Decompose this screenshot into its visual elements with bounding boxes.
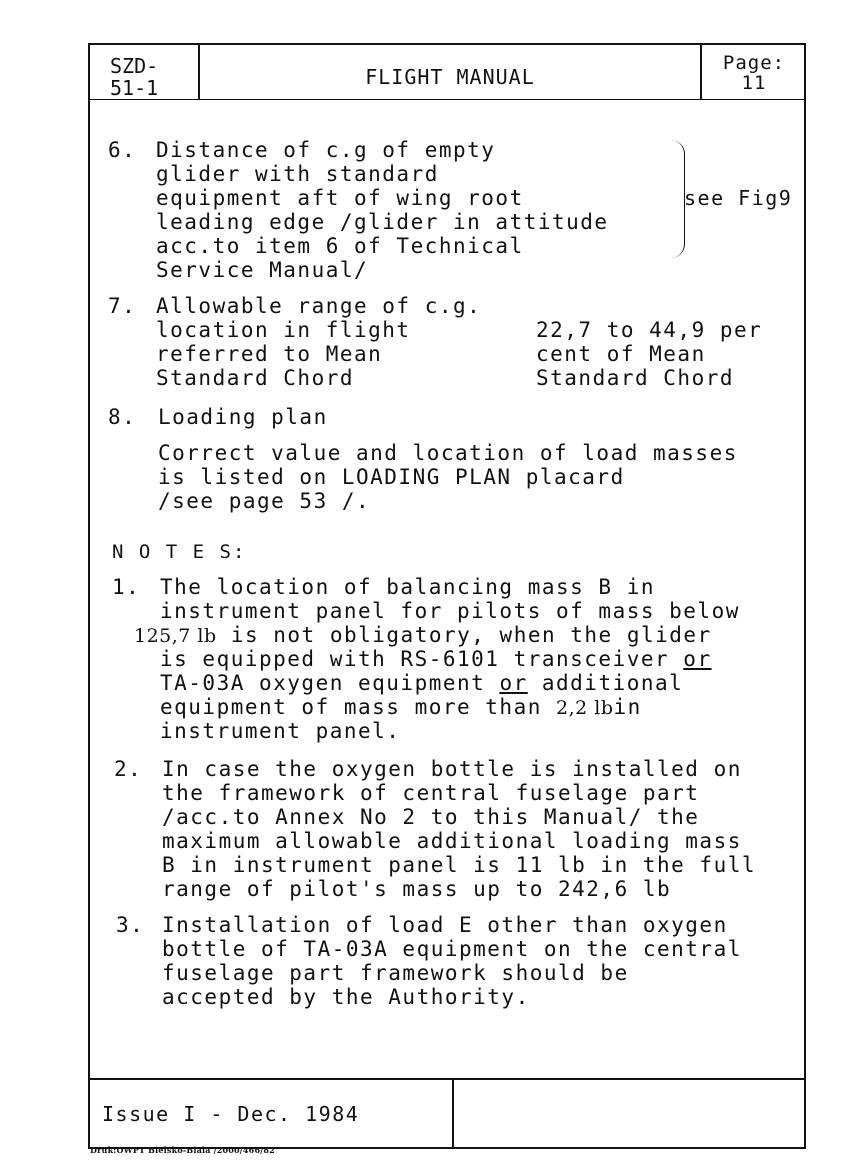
- page-header: [88, 43, 806, 100]
- note1-line4-or: or: [683, 647, 712, 671]
- note1-line3-rest: is not obligatory, when the glider: [230, 623, 712, 647]
- note1-line5: [160, 671, 683, 695]
- note1-line4: [160, 647, 712, 671]
- item7-value: 22,7 to 44,9 per cent of Mean Standard Chord: [536, 318, 763, 390]
- item7-text: Allowable range of c.g. location in flight referred to Mean Standard Chord: [156, 294, 482, 390]
- document-code-line2: 51-1: [110, 76, 159, 100]
- item8-number: 8.: [108, 405, 137, 429]
- note2-number: 2.: [114, 757, 143, 781]
- document-code: [90, 45, 200, 100]
- note1-line5-text: TA-03A oxygen equipment: [160, 671, 500, 695]
- item8-title: Loading plan: [158, 405, 328, 429]
- manual-title: FLIGHT MANUAL: [200, 45, 702, 100]
- note1-line7: instrument panel.: [160, 719, 401, 743]
- page-label: Page:: [722, 52, 786, 74]
- note1-line5-rest: additional: [527, 671, 684, 695]
- note1-mass-value: 125,7 lb: [134, 625, 217, 647]
- document-code-line1: SZD-: [110, 54, 159, 78]
- item6-brace: [670, 140, 685, 258]
- item7-number: 7.: [108, 294, 137, 318]
- note1-line5-or: or: [499, 671, 528, 695]
- notes-heading: N O T E S:: [112, 541, 247, 563]
- page-number-cell: [702, 45, 806, 108]
- page-footer: [88, 1078, 806, 1149]
- item6-number: 6.: [108, 138, 137, 162]
- note1-line4-text: is equipped with RS-6101 transceiver: [160, 647, 684, 671]
- printer-imprint: Druk:OWPT Bielsko-Biala /2000/466/82: [90, 1145, 275, 1155]
- note1-line1: The location of balancing mass B in: [160, 575, 656, 599]
- item6-reference: see Fig9: [684, 186, 793, 210]
- note3-number: 3.: [116, 913, 145, 937]
- note1-line6-rest: in: [613, 695, 642, 719]
- page-number: 11: [741, 72, 767, 94]
- issue-date: Issue I - Dec. 1984: [102, 1102, 360, 1126]
- note1-line3: [134, 623, 712, 648]
- note1-line6: [160, 695, 642, 720]
- item8-text: Correct value and location of load masses is listed on LOADING PLAN placard /see page 53 /.: [158, 441, 738, 513]
- note1-line6-text: equipment of mass more than: [160, 695, 557, 719]
- item6-text: Distance of c.g of empty glider with standard equipment aft of wing root leading edge /glider in attitude acc.to item 6 of Technical Service Manual/: [156, 138, 609, 282]
- note2-text: In case the oxygen bottle is installed on the framework of central fuselage part /acc.to Annex No 2 to this Manual/ the maximum allowable additional loading mass B in instrument panel is 11 lb in the full range of pilot's mass up to 242,6 lb: [162, 757, 757, 901]
- note1-line2: instrument panel for pilots of mass below: [160, 599, 740, 623]
- footer-divider: [452, 1080, 454, 1149]
- note3-text: Installation of load E other than oxygen bottle of TA-03A equipment on the central fuselage part framework should be accepted by the Authority.: [162, 913, 742, 1009]
- note1-number: 1.: [112, 575, 141, 599]
- note1-line6-value: 2,2 lb: [556, 697, 614, 719]
